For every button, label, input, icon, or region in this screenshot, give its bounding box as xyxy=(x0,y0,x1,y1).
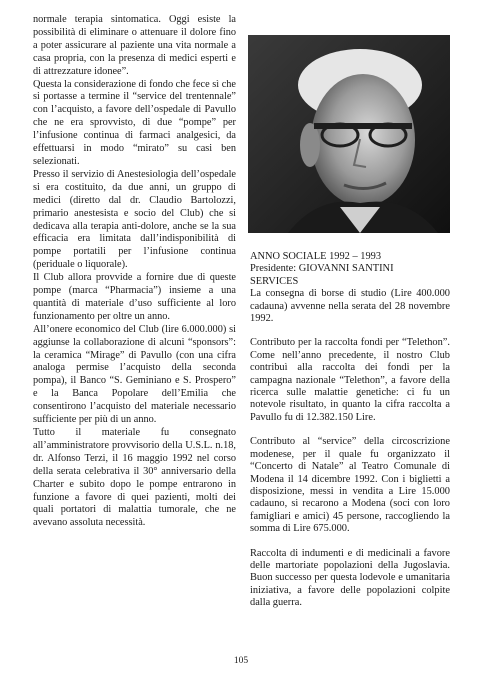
president-line: Presidente: GIOVANNI SANTINI xyxy=(250,263,394,275)
services-heading: SERVICES xyxy=(250,275,299,287)
portrait-illustration xyxy=(248,35,450,233)
services-paragraph-2: Contributo per la raccolta fondi per “Telethon”. Come nell’anno precedente, il nostro Club contribuì alla raccolta dei fondi per la campagna nazionale “Telethon”, a favore della ricerca sulle malattie genetiche: ci fu un notevole risultato, in quanto la cifra raccolta a Pavullo fu di 12.382.150 Lire. xyxy=(250,337,450,423)
left-text-column xyxy=(33,14,236,530)
left-paragraph-5: All’onere economico del Club (lire 6.000.000) si aggiunse la collaborazione di alcuni “sponsors”: la ceramica “Mirage” di Pavullo (con una cifra analoga permise l’acquisto della seconda pompa), il Banco “S. Geminiano e S. Prospero” e la Banca Popolare dell’Emilia che consentirono l’acquisto del materiale necessario sufficiente per più di un anno. xyxy=(33,323,236,426)
left-paragraph-6: Tutto il materiale fu consegnato all’amministratore provvisorio della U.S.L. n.18, dr. Alfonso Terzi, il 16 maggio 1992 nel corso della serata celebrativa il 30° anniversario della Charter e subito dopo le pompe entrarono in funzione a favore di quei pazienti, molti dei quali portatori di malattia tumorale, che ne avevano assoluta necessità. xyxy=(33,427,236,529)
social-year-heading: ANNO SOCIALE 1992 – 1993 xyxy=(250,251,382,262)
paragraph-spacer xyxy=(250,325,450,337)
page-number: 105 xyxy=(233,656,249,666)
right-text-column xyxy=(250,251,450,610)
left-paragraph-3: Presso il servizio di Anestesiologia dell’ospedale si era costituito, da due anni, un gruppo di medici (diretto dal dr. Claudio Bartolozzi, primario anestesista e socio del Club) che si dedicava alla terapia anti-dolore, anche se la sua efficacia era limitata dall’indisponibilità di pompe portatili per l’infusione continua (periduale o liquorale). xyxy=(33,168,236,271)
portrait-photo xyxy=(248,35,450,233)
services-paragraph-4: Raccolta di indumenti e di medicinali a favore delle martoriate popolazioni della Jugoslavia. Buon successo per questa lodevole e umanitaria iniziativa, a favore delle popolazioni colpite dalla guerra. xyxy=(250,547,450,609)
paragraph-spacer xyxy=(250,536,450,548)
services-paragraph-1: La consegna di borse di studio (Lire 400.000 cadauna) avvenne nella serata del 28 novembre 1992. xyxy=(250,288,450,325)
services-paragraph-3: Contributo al “service” della circoscrizione modenese, per il quale fu organizzato il “Concerto di Natale” al Teatro Comunale di Modena il 14 dicembre 1992. Con i biglietti a disposizione, messi in vendita a Lire 15.000 cadauno, si recarono a Modena (soci con loro famigliari e amici) 45 persone, raccogliendo la somma di Lire 675.000. xyxy=(250,436,450,535)
left-paragraph-4: Il Club allora provvide a fornire due di queste pompe (marca “Pharmacia”) insieme a una quantità di materiale d’uso sufficiente al loro funzionamento per oltre un anno. xyxy=(33,272,236,322)
left-paragraph-2: Questa la considerazione di fondo che fece sì che si portasse a termine il “service del trentennale” con l’acquisto, a favore dell’ospedale di Pavullo che ne era sprovvisto, di due “pompe” per l’infusione continua di farmaci analgesici, da effettuarsi in modo “mirato” su casi ben selezionati. xyxy=(33,78,236,167)
paragraph-spacer xyxy=(250,424,450,436)
left-paragraph-1: normale terapia sintomatica. Oggi esiste la possibilità di eliminare o attenuare il dolore fino a poter assicurare al paziente una vita normale a casa propria, con la presenza di medici esperti e di attrezzature idonee”. xyxy=(33,14,236,77)
